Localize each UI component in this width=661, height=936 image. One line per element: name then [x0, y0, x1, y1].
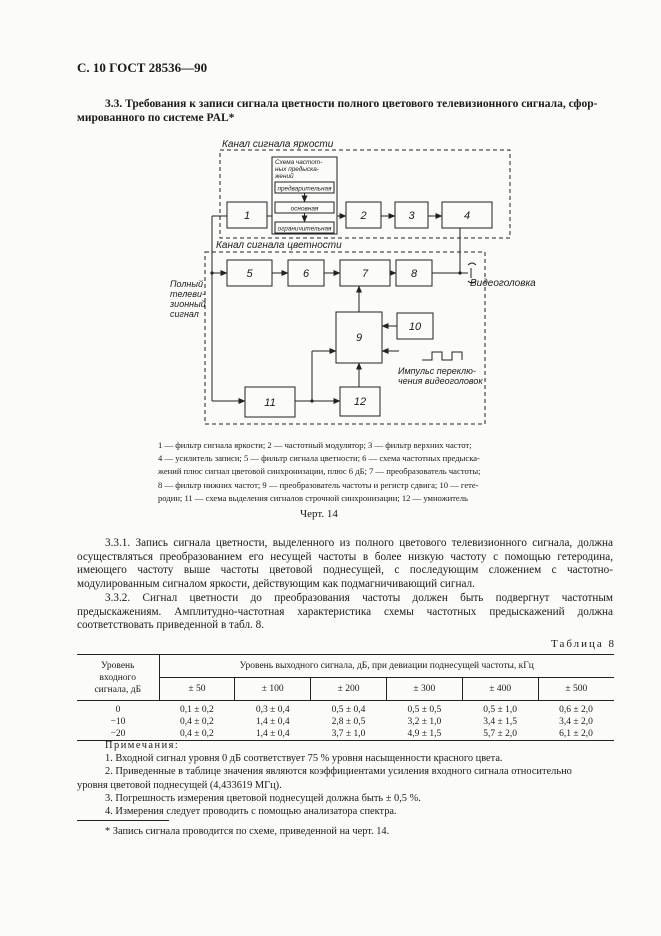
- note-item: 1. Входной сигнал уровня 0 дБ соответствует 75 % уровня насыщенности красного цвета.: [105, 753, 503, 765]
- block-diagram: [150, 134, 540, 434]
- row-header: Уровень входного сигнала, дБ: [77, 655, 159, 701]
- level-cell: 0: [115, 705, 121, 715]
- block-label: 4: [463, 210, 471, 222]
- legend-line: 8 — фильтр нижних частот; 9 — преобразователь частоты и регистр сдвига; 10 — гете-: [158, 479, 479, 490]
- value-cell: 0,6 ± 2,0: [559, 705, 593, 715]
- value-cell: 1,4 ± 0,4: [235, 728, 311, 741]
- block-label: 3: [408, 210, 415, 222]
- value-cell: 1,4 ± 0,4: [255, 717, 290, 727]
- paragraph-3-3-1: 3.3.1. Запись сигнала цветности, выделенного из полного цветового телевизионного сигнала, должна осуществляться преобразованием его несущей частоты в более низкую частоту с помощью гетеродина, имеющего частоту выше частоты цветовой поднесущей, с последующим сложением с частотно-модулированным сигналом яркости, действующим как подмагничивающий сигнал.: [77, 537, 613, 590]
- value-cell: 0,3 ± 0,4: [255, 705, 290, 715]
- page-header: С. 10 ГОСТ 28536—90: [77, 60, 208, 75]
- value-cell: 3,4 ± 1,5: [483, 717, 518, 727]
- block-label: 12: [353, 396, 367, 408]
- column-header: ± 300: [386, 678, 462, 701]
- preemph-main: основная: [290, 205, 319, 213]
- table-8: [77, 654, 614, 741]
- value-cell: 0,4 ± 0,2: [180, 717, 214, 727]
- block-label: 10: [408, 321, 422, 333]
- note-item: 4. Измерения следует проводить с помощью анализатора спектра.: [105, 806, 397, 818]
- videohead-label: Видеоголовка: [470, 278, 536, 289]
- pulse-waveform: [422, 352, 462, 360]
- legend-line: жений плюс сигнал цветовой синхронизации, плюс 6 дБ; 7 — преобразователь частоты;: [158, 466, 481, 477]
- table-row: [77, 716, 614, 728]
- value-cell: 0,1 ± 0,2: [180, 705, 214, 715]
- value-cell: 0,5 ± 0,4: [331, 705, 366, 715]
- figure-caption: Черт. 14: [300, 508, 338, 520]
- column-header: ± 50: [159, 678, 235, 701]
- value-cell: 3,7 ± 1,0: [311, 728, 387, 741]
- block-label: 6: [302, 268, 310, 280]
- value-cell: 5,7 ± 2,0: [462, 728, 538, 741]
- block-label: 1: [243, 210, 251, 222]
- column-header: ± 400: [462, 678, 538, 701]
- section-title-line2: мированного по системе PAL*: [77, 112, 235, 124]
- note-item: 3. Погрешность измерения цветовой поднесущей должна быть ± 0,5 %.: [105, 792, 421, 804]
- block-label: 8: [410, 268, 418, 280]
- legend-line: 1 — фильтр сигнала яркости; 2 — частотный модулятор; 3 — фильтр верхних частот;: [158, 440, 472, 450]
- luma-channel-frame: [220, 150, 510, 238]
- block-label: 2: [360, 210, 367, 222]
- chroma-channel-label: Канал сигнала цветности: [216, 240, 342, 251]
- pulse-label-line: чения видеоголовок: [398, 376, 483, 386]
- block-label: 7: [361, 268, 369, 280]
- preemph-title-line: жений: [275, 173, 294, 180]
- preemph-preliminary: предварительная: [277, 185, 332, 193]
- value-cell: 0,5 ± 0,5: [407, 705, 442, 715]
- luma-channel-label: Канал сигнала яркости: [222, 139, 334, 150]
- block-label: 9: [355, 332, 363, 344]
- group-header: Уровень выходного сигнала, дБ, при девиации поднесущей частоты, кГц: [159, 655, 614, 678]
- table-caption: Таблица 8: [551, 638, 617, 650]
- input-label-line: телеви-: [170, 289, 205, 299]
- value-cell: 4,9 ± 1,5: [386, 728, 462, 741]
- preemph-limiting: ограничительная: [277, 225, 332, 233]
- value-cell: 2,8 ± 0,5: [331, 717, 366, 727]
- input-label-line: зионный: [170, 299, 206, 309]
- notes-title: Примечания:: [105, 740, 180, 751]
- preemph-title-line: ных предыска-: [275, 166, 319, 173]
- value-cell: 0,5 ± 1,0: [483, 705, 518, 715]
- level-cell: −10: [110, 717, 126, 727]
- figure-legend: [158, 439, 536, 505]
- block-label: 11: [264, 397, 276, 409]
- input-label-line: Полный: [170, 279, 203, 289]
- legend-line: 4 — усилитель записи; 5 — фильтр сигнала цветности; 6 — схема частотных предыска-: [158, 453, 480, 464]
- footnote: * Запись сигнала проводится по схеме, приведенной на черт. 14.: [105, 826, 390, 837]
- section-title: [77, 97, 615, 125]
- legend-line: родин; 11 — схема выделения сигналов строчной синхронизации; 12 — умножитель: [158, 492, 468, 503]
- footnote-rule: [77, 820, 169, 821]
- pulse-label-line: Импульс переклю-: [398, 366, 476, 376]
- column-header: ± 500: [538, 678, 614, 701]
- value-cell: 0,4 ± 0,2: [159, 728, 235, 741]
- level-cell: −20: [77, 728, 159, 741]
- value-cell: 3,4 ± 2,0: [559, 717, 593, 727]
- block-label: 5: [246, 268, 253, 280]
- input-label-line: сигнал: [170, 309, 199, 319]
- table-row: [77, 701, 614, 717]
- section-title-line1: 3.3. Требования к записи сигнала цветности полного цветового телевизионного сигнала, сфор-: [105, 98, 598, 110]
- column-header: ± 100: [235, 678, 311, 701]
- notes: [77, 739, 614, 818]
- value-cell: 6,1 ± 2,0: [538, 728, 614, 741]
- note-item: уровня цветовой поднесущей (4,433619 МГц).: [77, 779, 282, 791]
- paragraph-3-3-2: 3.3.2. Сигнал цветности до преобразования частоты должен быть подвергнут частотным предыскажениям. Амплитудно-частотная характеристика схемы частотных предыскажений должна соответствовать приведенной в табл. 8.: [77, 592, 613, 632]
- preemph-title-line: Схема частот-: [275, 159, 323, 166]
- column-header: ± 200: [311, 678, 387, 701]
- value-cell: 3,2 ± 1,0: [407, 717, 442, 727]
- note-item: 2. Приведенные в таблице значения являются коэффициентами усиления входного сигнала относительно: [105, 766, 572, 778]
